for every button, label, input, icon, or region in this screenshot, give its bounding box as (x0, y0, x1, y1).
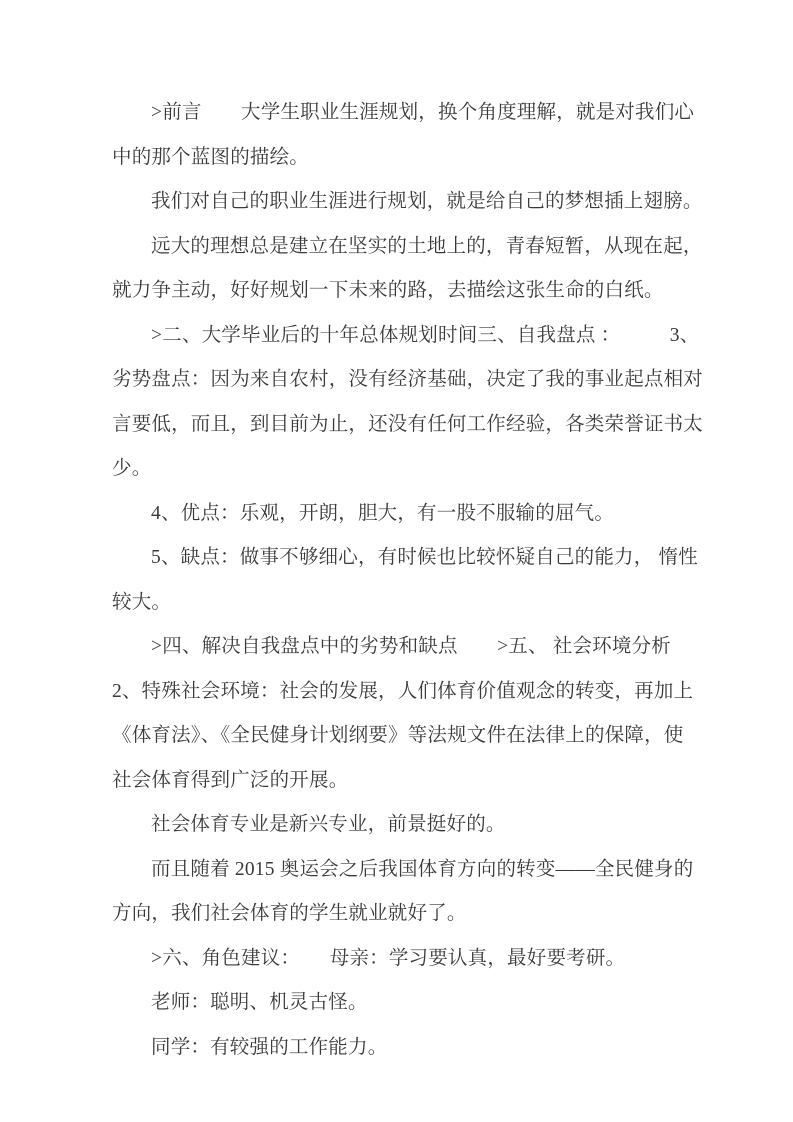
text-line: 2、特殊社会环境：社会的发展，人们体育价值观念的转变，再加上 (112, 680, 694, 702)
text-line: 方向，我们社会体育的学生就业就好了。 (112, 903, 467, 924)
text-line: 我们对自己的职业生涯进行规划，就是给自己的梦想插上翅膀。 (151, 191, 703, 212)
text-line: 较大。 (112, 591, 172, 613)
text-line: 同学：有较强的工作能力。 (151, 1036, 388, 1058)
text-line: 言要低，而且，到目前为止，还没有任何工作经验，各类荣誉证书太 (112, 413, 704, 435)
text-line: 劣势盘点：因为来自农村，没有经济基础，决定了我的事业起点相对 (112, 369, 704, 390)
text-line: 中的那个蓝图的描绘。 (112, 146, 310, 168)
text-line: 而且随着 2015 奥运会之后我国体育方向的转变——全民健身的 (151, 858, 694, 880)
text-line: 就力争主动，好好规划一下未来的路，去描绘这张生命的白纸。 (112, 280, 664, 301)
text-line: 社会体育得到广泛的开展。 (112, 769, 349, 791)
text-line: 社会体育专业是新兴专业，前景挺好的。 (151, 814, 506, 835)
text-line: >前言 大学生职业生涯规划，换个角度理解，就是对我们心 (151, 102, 695, 123)
document-body (112, 91, 712, 1070)
text-line: 5、缺点：做事不够细心，有时候也比较怀疑自己的能力， 惰性 (151, 547, 698, 568)
text-line: >四、解决自我盘点中的劣势和缺点 >五、 社会环境分析 (151, 636, 671, 657)
text-line: >二、大学毕业后的十年总体规划时间三、自我盘点 ： 3、 (151, 324, 700, 346)
text-line: 老师：聪明、机灵古怪。 (151, 992, 368, 1013)
text-line: 远大的理想总是建立在坚实的土地上的，青春短暂，从现在起， (151, 235, 703, 257)
text-line: 《体育法》、《全民健身计划纲要》等法规文件在法律上的保障，使 (112, 725, 684, 746)
text-line: 少。 (112, 458, 152, 479)
text-line: 4、优点：乐观，开朗，胆大，有一股不服输的屈气。 (151, 502, 615, 524)
text-line: >六、角色建议： 母亲：学习要认真，最好要考研。 (151, 947, 626, 969)
